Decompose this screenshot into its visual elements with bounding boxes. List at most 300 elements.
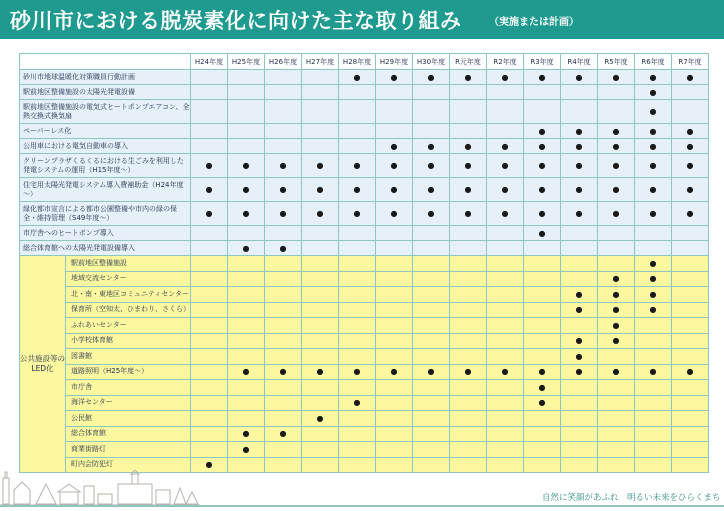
implemented-mark: ● bbox=[501, 161, 509, 170]
implemented-mark: ● bbox=[538, 398, 546, 408]
page-title: 砂川市における脱炭素化に向けた主な取り組み bbox=[10, 9, 462, 33]
implemented-mark: ● bbox=[649, 185, 657, 194]
implemented-mark: ● bbox=[427, 209, 435, 218]
year-cell bbox=[413, 426, 450, 442]
footer-divider bbox=[0, 505, 724, 507]
year-cell bbox=[413, 380, 450, 396]
implemented-mark: ● bbox=[353, 398, 361, 408]
implemented-mark: ● bbox=[575, 336, 583, 346]
table-row bbox=[20, 178, 709, 202]
year-cell bbox=[191, 318, 228, 334]
implemented-mark: ● bbox=[427, 72, 435, 82]
year-cell bbox=[376, 349, 413, 365]
implemented-mark: ● bbox=[649, 161, 657, 170]
year-cell bbox=[450, 457, 487, 473]
year-cell bbox=[228, 349, 265, 365]
implemented-mark: ● bbox=[279, 209, 287, 218]
implemented-mark: ● bbox=[205, 460, 213, 470]
year-cell bbox=[598, 457, 635, 473]
year-cell bbox=[487, 154, 524, 178]
year-cell bbox=[450, 70, 487, 85]
year-cell bbox=[413, 287, 450, 303]
year-cell bbox=[450, 349, 487, 365]
year-cell bbox=[524, 202, 561, 226]
year-cell bbox=[191, 287, 228, 303]
implemented-mark: ● bbox=[575, 141, 583, 151]
year-cell bbox=[413, 70, 450, 85]
year-cell bbox=[635, 85, 672, 100]
year-cell bbox=[561, 287, 598, 303]
led-group-label-line1: 公共施設等の bbox=[20, 354, 65, 363]
year-cell bbox=[672, 100, 709, 124]
year-cell bbox=[302, 442, 339, 458]
year-cell bbox=[228, 226, 265, 241]
implemented-mark: ● bbox=[612, 126, 620, 136]
year-cell bbox=[339, 442, 376, 458]
implemented-mark: ● bbox=[538, 209, 546, 218]
table-row bbox=[20, 442, 709, 458]
implemented-mark: ● bbox=[427, 161, 435, 170]
year-cell bbox=[228, 70, 265, 85]
year-header: R3年度 bbox=[524, 54, 561, 70]
implemented-mark: ● bbox=[316, 413, 324, 423]
implemented-mark: ● bbox=[612, 336, 620, 346]
year-cell bbox=[561, 100, 598, 124]
year-cell bbox=[191, 256, 228, 272]
implemented-mark: ● bbox=[390, 141, 398, 151]
table-row bbox=[20, 364, 709, 380]
year-cell bbox=[598, 100, 635, 124]
year-cell bbox=[413, 442, 450, 458]
year-cell bbox=[487, 380, 524, 396]
implemented-mark: ● bbox=[353, 161, 361, 170]
implemented-mark: ● bbox=[242, 367, 250, 377]
year-header: R2年度 bbox=[487, 54, 524, 70]
year-header: R6年度 bbox=[635, 54, 672, 70]
year-cell bbox=[228, 85, 265, 100]
year-cell bbox=[228, 124, 265, 139]
year-cell bbox=[487, 411, 524, 427]
year-cell bbox=[524, 457, 561, 473]
initiative-label: 公用車における電気自動車の導入 bbox=[20, 139, 191, 154]
implemented-mark: ● bbox=[353, 209, 361, 218]
year-cell bbox=[450, 442, 487, 458]
year-cell bbox=[228, 271, 265, 287]
year-cell bbox=[672, 318, 709, 334]
year-cell bbox=[413, 302, 450, 318]
year-cell bbox=[672, 457, 709, 473]
year-cell bbox=[561, 442, 598, 458]
year-cell bbox=[376, 333, 413, 349]
year-cell bbox=[413, 100, 450, 124]
year-cell bbox=[598, 287, 635, 303]
year-cell bbox=[561, 271, 598, 287]
year-cell bbox=[487, 202, 524, 226]
year-cell bbox=[450, 85, 487, 100]
year-cell bbox=[265, 426, 302, 442]
facility-label: 道路照明（H25年度～） bbox=[66, 364, 191, 380]
year-cell bbox=[524, 287, 561, 303]
year-cell bbox=[672, 202, 709, 226]
year-cell bbox=[524, 226, 561, 241]
implemented-mark: ● bbox=[649, 274, 657, 284]
year-cell bbox=[672, 333, 709, 349]
year-cell bbox=[450, 154, 487, 178]
table-row bbox=[20, 226, 709, 241]
table-row bbox=[20, 395, 709, 411]
year-cell bbox=[339, 302, 376, 318]
year-cell bbox=[487, 287, 524, 303]
year-cell bbox=[524, 241, 561, 256]
year-cell bbox=[376, 202, 413, 226]
year-cell bbox=[191, 271, 228, 287]
year-cell bbox=[413, 226, 450, 241]
year-cell bbox=[487, 318, 524, 334]
year-cell bbox=[487, 178, 524, 202]
year-cell bbox=[302, 70, 339, 85]
year-cell bbox=[672, 178, 709, 202]
year-cell bbox=[487, 364, 524, 380]
year-cell bbox=[376, 442, 413, 458]
table-row bbox=[20, 154, 709, 178]
year-header: R7年度 bbox=[672, 54, 709, 70]
table-row bbox=[20, 241, 709, 256]
implemented-mark: ● bbox=[390, 367, 398, 377]
implemented-mark: ● bbox=[242, 209, 250, 218]
year-cell bbox=[413, 364, 450, 380]
implemented-mark: ● bbox=[242, 185, 250, 194]
year-cell bbox=[524, 318, 561, 334]
year-cell bbox=[191, 202, 228, 226]
table-row bbox=[20, 85, 709, 100]
implemented-mark: ● bbox=[316, 367, 324, 377]
year-cell bbox=[598, 395, 635, 411]
year-cell bbox=[524, 349, 561, 365]
implemented-mark: ● bbox=[649, 126, 657, 136]
year-cell bbox=[635, 411, 672, 427]
table-row bbox=[20, 271, 709, 287]
year-cell bbox=[598, 85, 635, 100]
year-cell bbox=[672, 226, 709, 241]
year-cell bbox=[524, 256, 561, 272]
year-cell bbox=[598, 178, 635, 202]
year-cell bbox=[302, 364, 339, 380]
implemented-mark: ● bbox=[538, 367, 546, 377]
year-header: H29年度 bbox=[376, 54, 413, 70]
implemented-mark: ● bbox=[538, 185, 546, 194]
year-cell bbox=[265, 139, 302, 154]
year-cell bbox=[561, 202, 598, 226]
year-cell bbox=[376, 364, 413, 380]
year-cell bbox=[487, 271, 524, 287]
year-cell bbox=[339, 333, 376, 349]
year-cell bbox=[339, 271, 376, 287]
facility-label: 公民館 bbox=[66, 411, 191, 427]
year-cell bbox=[302, 395, 339, 411]
year-cell bbox=[265, 380, 302, 396]
year-cell bbox=[672, 241, 709, 256]
implemented-mark: ● bbox=[649, 258, 657, 268]
year-cell bbox=[339, 380, 376, 396]
year-cell bbox=[561, 457, 598, 473]
year-cell bbox=[265, 411, 302, 427]
year-cell bbox=[265, 124, 302, 139]
year-cell bbox=[339, 411, 376, 427]
year-cell bbox=[265, 302, 302, 318]
year-cell bbox=[487, 226, 524, 241]
year-cell bbox=[635, 202, 672, 226]
year-cell bbox=[228, 287, 265, 303]
initiative-label: 砂川市地球温暖化対策職員行動計画 bbox=[20, 70, 191, 85]
year-cell bbox=[302, 302, 339, 318]
year-cell bbox=[228, 411, 265, 427]
year-cell bbox=[191, 364, 228, 380]
title-bar bbox=[0, 0, 724, 39]
initiative-label: 市庁舎へのヒートポンプ導入 bbox=[20, 226, 191, 241]
year-cell bbox=[413, 395, 450, 411]
year-cell bbox=[228, 426, 265, 442]
year-cell bbox=[302, 178, 339, 202]
year-cell bbox=[672, 426, 709, 442]
year-cell bbox=[228, 380, 265, 396]
year-cell bbox=[561, 318, 598, 334]
year-cell bbox=[413, 349, 450, 365]
year-cell bbox=[191, 349, 228, 365]
implemented-mark: ● bbox=[686, 72, 694, 82]
year-cell bbox=[598, 241, 635, 256]
year-cell bbox=[524, 426, 561, 442]
year-cell bbox=[302, 333, 339, 349]
year-cell bbox=[191, 333, 228, 349]
year-cell bbox=[228, 442, 265, 458]
implemented-mark: ● bbox=[612, 320, 620, 330]
footer-slogan: 自然に笑顔があふれ 明るい未来をひらくまち bbox=[542, 493, 721, 503]
year-cell bbox=[339, 139, 376, 154]
year-cell bbox=[376, 100, 413, 124]
year-cell bbox=[265, 442, 302, 458]
implemented-mark: ● bbox=[427, 185, 435, 194]
year-cell bbox=[635, 380, 672, 396]
year-cell bbox=[561, 124, 598, 139]
implemented-mark: ● bbox=[575, 161, 583, 170]
year-cell bbox=[561, 364, 598, 380]
year-cell bbox=[487, 256, 524, 272]
year-cell bbox=[302, 411, 339, 427]
year-cell bbox=[561, 85, 598, 100]
year-cell bbox=[561, 241, 598, 256]
year-cell bbox=[450, 426, 487, 442]
year-cell bbox=[598, 318, 635, 334]
year-cell bbox=[265, 178, 302, 202]
implemented-mark: ● bbox=[649, 209, 657, 218]
table-row bbox=[20, 202, 709, 226]
implemented-mark: ● bbox=[686, 185, 694, 194]
year-cell bbox=[228, 139, 265, 154]
year-cell bbox=[413, 202, 450, 226]
year-cell bbox=[635, 154, 672, 178]
year-cell bbox=[561, 349, 598, 365]
year-cell bbox=[487, 302, 524, 318]
year-cell bbox=[302, 256, 339, 272]
implemented-mark: ● bbox=[316, 209, 324, 218]
year-cell bbox=[672, 349, 709, 365]
year-cell bbox=[265, 287, 302, 303]
year-header: R5年度 bbox=[598, 54, 635, 70]
year-cell bbox=[672, 154, 709, 178]
year-cell bbox=[339, 256, 376, 272]
facility-label: 市庁舎 bbox=[66, 380, 191, 396]
implemented-mark: ● bbox=[686, 209, 694, 218]
table-row bbox=[20, 70, 709, 85]
year-cell bbox=[228, 333, 265, 349]
year-cell bbox=[191, 380, 228, 396]
implemented-mark: ● bbox=[501, 367, 509, 377]
year-cell bbox=[635, 100, 672, 124]
year-cell bbox=[450, 139, 487, 154]
year-cell bbox=[339, 241, 376, 256]
year-cell bbox=[265, 154, 302, 178]
year-header: H25年度 bbox=[228, 54, 265, 70]
year-cell bbox=[450, 241, 487, 256]
year-cell bbox=[376, 271, 413, 287]
year-cell bbox=[561, 411, 598, 427]
year-cell bbox=[302, 85, 339, 100]
implemented-mark: ● bbox=[464, 141, 472, 151]
implemented-mark: ● bbox=[501, 185, 509, 194]
year-cell bbox=[672, 302, 709, 318]
implemented-mark: ● bbox=[612, 209, 620, 218]
year-cell bbox=[524, 100, 561, 124]
year-cell bbox=[672, 287, 709, 303]
year-cell bbox=[635, 70, 672, 85]
year-cell bbox=[635, 271, 672, 287]
year-cell bbox=[635, 395, 672, 411]
implemented-mark: ● bbox=[538, 382, 546, 392]
year-cell bbox=[487, 100, 524, 124]
year-cell bbox=[450, 226, 487, 241]
implemented-mark: ● bbox=[205, 185, 213, 194]
year-cell bbox=[191, 302, 228, 318]
year-cell bbox=[265, 100, 302, 124]
year-cell bbox=[265, 364, 302, 380]
year-cell bbox=[376, 302, 413, 318]
year-cell bbox=[635, 226, 672, 241]
implemented-mark: ● bbox=[316, 185, 324, 194]
year-cell bbox=[413, 85, 450, 100]
implemented-mark: ● bbox=[649, 72, 657, 82]
year-cell bbox=[191, 442, 228, 458]
implemented-mark: ● bbox=[242, 243, 250, 253]
year-cell bbox=[376, 380, 413, 396]
implemented-mark: ● bbox=[242, 429, 250, 439]
implemented-mark: ● bbox=[501, 141, 509, 151]
year-cell bbox=[635, 139, 672, 154]
year-cell bbox=[413, 318, 450, 334]
year-cell bbox=[339, 226, 376, 241]
year-cell bbox=[450, 318, 487, 334]
implemented-mark: ● bbox=[686, 126, 694, 136]
year-cell bbox=[635, 333, 672, 349]
led-group-label-line2: LED化 bbox=[31, 364, 54, 373]
year-cell bbox=[228, 100, 265, 124]
year-cell bbox=[302, 226, 339, 241]
implemented-mark: ● bbox=[353, 72, 361, 82]
year-cell bbox=[339, 364, 376, 380]
year-cell bbox=[376, 287, 413, 303]
year-cell bbox=[339, 349, 376, 365]
year-cell bbox=[598, 333, 635, 349]
year-cell bbox=[265, 241, 302, 256]
table-row bbox=[20, 256, 709, 272]
year-cell bbox=[524, 442, 561, 458]
year-cell bbox=[376, 70, 413, 85]
year-cell bbox=[413, 457, 450, 473]
implemented-mark: ● bbox=[612, 305, 620, 315]
table-row bbox=[20, 333, 709, 349]
year-cell bbox=[450, 287, 487, 303]
year-cell bbox=[265, 70, 302, 85]
year-cell bbox=[487, 85, 524, 100]
year-cell bbox=[376, 426, 413, 442]
year-cell bbox=[339, 395, 376, 411]
year-cell bbox=[635, 287, 672, 303]
implemented-mark: ● bbox=[538, 228, 546, 238]
year-cell bbox=[561, 154, 598, 178]
year-cell bbox=[561, 395, 598, 411]
initiative-label: ペーパーレス化 bbox=[20, 124, 191, 139]
year-cell bbox=[635, 426, 672, 442]
facility-label: 総合体育館 bbox=[66, 426, 191, 442]
year-cell bbox=[561, 426, 598, 442]
implemented-mark: ● bbox=[612, 72, 620, 82]
year-cell bbox=[635, 178, 672, 202]
implemented-mark: ● bbox=[612, 185, 620, 194]
year-cell bbox=[191, 178, 228, 202]
year-cell bbox=[561, 380, 598, 396]
implemented-mark: ● bbox=[316, 161, 324, 170]
year-cell bbox=[191, 154, 228, 178]
year-cell bbox=[598, 426, 635, 442]
year-cell bbox=[302, 457, 339, 473]
implemented-mark: ● bbox=[575, 185, 583, 194]
implemented-mark: ● bbox=[649, 141, 657, 151]
implemented-mark: ● bbox=[242, 444, 250, 454]
implemented-mark: ● bbox=[649, 305, 657, 315]
table-row bbox=[20, 426, 709, 442]
year-cell bbox=[413, 124, 450, 139]
implemented-mark: ● bbox=[575, 305, 583, 315]
year-cell bbox=[524, 70, 561, 85]
implemented-mark: ● bbox=[575, 289, 583, 299]
year-cell bbox=[228, 178, 265, 202]
year-cell bbox=[376, 395, 413, 411]
year-cell bbox=[635, 364, 672, 380]
year-cell bbox=[302, 202, 339, 226]
initiative-label: クリーンプラザくるくるにおける生ごみを利用した発電システムの運用（H15年度～） bbox=[20, 154, 191, 178]
year-cell bbox=[339, 457, 376, 473]
implemented-mark: ● bbox=[649, 107, 657, 116]
year-cell bbox=[524, 380, 561, 396]
table-row bbox=[20, 302, 709, 318]
year-cell bbox=[524, 364, 561, 380]
year-cell bbox=[413, 333, 450, 349]
implemented-mark: ● bbox=[390, 72, 398, 82]
implemented-mark: ● bbox=[575, 126, 583, 136]
year-cell bbox=[302, 124, 339, 139]
led-group-label bbox=[20, 256, 66, 473]
initiative-label: 緑化都市宣言による都市公園整備や市内の緑の保全・維持管理（S49年度～） bbox=[20, 202, 191, 226]
year-cell bbox=[561, 256, 598, 272]
